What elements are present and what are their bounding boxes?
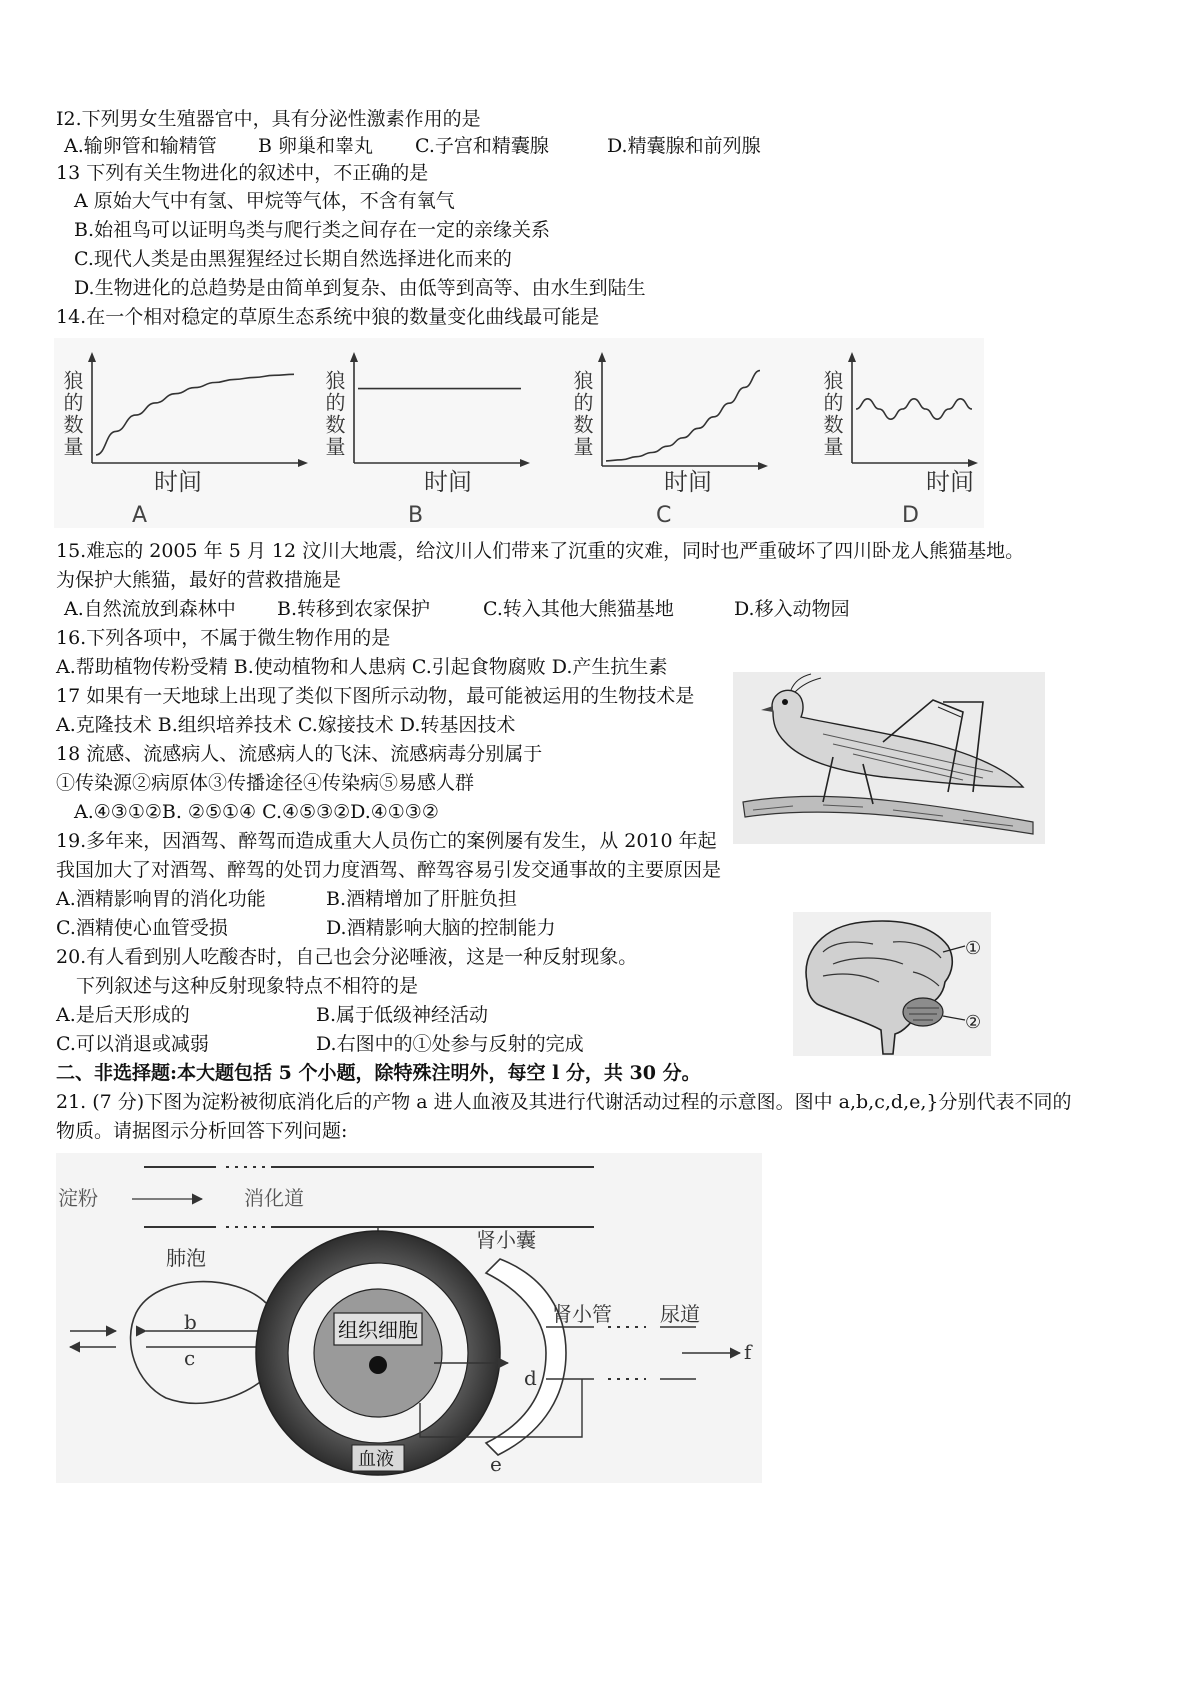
- label-renal-tubule: 肾小管: [552, 1302, 612, 1326]
- q20-line2: 下列叙述与这种反射现象特点不相符的是: [76, 975, 419, 997]
- chart-c-label: C: [656, 503, 672, 528]
- label-digestive-tract: 消化道: [244, 1186, 304, 1210]
- chart-c-xlabel: 时间: [664, 468, 712, 496]
- chart-b-ylabel: 狼的数量: [322, 370, 346, 458]
- q20-line1: 20.有人看到别人吃酸杏时，自己也会分泌唾液，这是一种反射现象。: [56, 946, 638, 968]
- q18-stem: 18 流感、流感病人、流感病人的飞沫、流感病毒分别属于: [56, 743, 543, 765]
- q18-options: A.④③①②B. ②⑤①④ C.④⑤③②D.④①③②: [74, 801, 439, 823]
- chart-d-ylabel: 狼的数量: [820, 370, 844, 458]
- q20-option-d: D.右图中的①处参与反射的完成: [316, 1033, 584, 1055]
- chart-a-label: A: [132, 503, 148, 528]
- q15-option-d: D.移入动物园: [734, 598, 850, 620]
- q13-stem: 13 下列有关生物进化的叙述中，不正确的是: [56, 162, 429, 184]
- bird-grasshopper-figure: [733, 672, 1045, 844]
- q12-stem: I2.下列男女生殖器官中，具有分泌性激素作用的是: [56, 108, 481, 130]
- q15-option-c: C.转入其他大熊猫基地: [483, 598, 674, 620]
- q18-items: ①传染源②病原体③传播途径④传染病⑤易感人群: [56, 772, 475, 794]
- brain-label-2: ②: [965, 1012, 982, 1033]
- chart-c-ylabel: 狼的数量: [570, 370, 594, 458]
- q17-options: A.克隆技术 B.组织培养技术 C.嫁接技术 D.转基因技术: [56, 714, 516, 736]
- q19-option-a: A.酒精影响胃的消化功能: [56, 888, 266, 910]
- label-urethra: 尿道: [660, 1302, 700, 1326]
- q16-stem: 16.下列各项中，不属于微生物作用的是: [56, 627, 391, 649]
- q19-option-b: B.酒精增加了肝脏负担: [326, 888, 518, 910]
- label-c: c: [184, 1346, 196, 1370]
- label-starch: 淀粉: [58, 1186, 98, 1210]
- chart-b-label: B: [408, 503, 424, 528]
- metabolism-diagram: [56, 1153, 762, 1483]
- chart-a-ylabel: 狼的数量: [60, 370, 84, 458]
- q20-option-b: B.属于低级神经活动: [316, 1004, 489, 1026]
- q13-option-c: C.现代人类是由黑猩猩经过长期自然选择进化而来的: [74, 248, 512, 270]
- brain-label-1: ①: [965, 938, 982, 959]
- q20-option-c: C.可以消退或减弱: [56, 1033, 209, 1055]
- label-blood: 血液: [358, 1449, 394, 1470]
- q12-option-d: D.精囊腺和前列腺: [607, 135, 761, 157]
- q14-stem: 14.在一个相对稳定的草原生态系统中狼的数量变化曲线最可能是: [56, 306, 600, 328]
- q15-option-b: B.转移到农家保护: [277, 598, 431, 620]
- q20-option-a: A.是后天形成的: [56, 1004, 190, 1026]
- q15-line1: 15.难忘的 2005 年 5 月 12 汶川大地震，给汶川人们带来了沉重的灾难，同时也严重破坏了四川卧龙人熊猫基地。: [56, 540, 1025, 562]
- q19-line2: 我国加大了对酒驾、醉驾的处罚力度酒驾、醉驾容易引发交通事故的主要原因是: [56, 859, 722, 881]
- label-e: e: [490, 1452, 502, 1476]
- q21-line2: 物质。请据图示分析回答下列问题:: [56, 1120, 348, 1142]
- q15-option-a: A.自然流放到森林中: [64, 598, 236, 620]
- chart-b-xlabel: 时间: [424, 468, 472, 496]
- brain-figure: [793, 912, 991, 1056]
- q17-stem: 17 如果有一天地球上出现了类似下图所示动物，最可能被运用的生物技术是: [56, 685, 695, 707]
- q12-option-c: C.子宫和精囊腺: [415, 135, 549, 157]
- q19-option-c: C.酒精使心血管受损: [56, 917, 228, 939]
- q21-line1: 21. (7 分)下图为淀粉被彻底消化后的产物 a 进人血液及其进行代谢活动过程的示意图。图中 a,b,c,d,e,}分别代表不同的: [56, 1091, 1072, 1113]
- q13-option-a: A 原始大气中有氢、甲烷等气体，不含有氧气: [74, 190, 455, 212]
- q12-option-b: B 卵巢和睾丸: [258, 135, 374, 157]
- chart-d-label: D: [902, 503, 919, 528]
- q13-option-b: B.始祖鸟可以证明鸟类与爬行类之间存在一定的亲缘关系: [74, 219, 551, 241]
- q13-option-d: D.生物进化的总趋势是由简单到复杂、由低等到高等、由水生到陆生: [74, 277, 646, 299]
- chart-d-xlabel: 时间: [926, 468, 974, 496]
- q15-line2: 为保护大熊猫，最好的营救措施是: [56, 569, 342, 591]
- label-d: d: [524, 1366, 537, 1390]
- label-f: f: [744, 1340, 752, 1364]
- label-renal-capsule: 肾小囊: [476, 1228, 536, 1252]
- q14-charts: [54, 338, 984, 528]
- chart-a-xlabel: 时间: [154, 468, 202, 496]
- section2-heading: 二、非选择题:本大题包括 5 个小题，除特殊注明外，每空 l 分，共 30 分。: [56, 1062, 701, 1084]
- label-alveolus: 肺泡: [166, 1246, 206, 1270]
- q19-line1: 19.多年来，因酒驾、醉驾而造成重大人员伤亡的案例屡有发生，从 2010 年起: [56, 830, 717, 852]
- label-tissue-cell: 组织细胞: [338, 1318, 418, 1342]
- q16-options: A.帮助植物传粉受精 B.使动植物和人患病 C.引起食物腐败 D.产生抗生素: [56, 656, 668, 678]
- q19-option-d: D.酒精影响大脑的控制能力: [326, 917, 556, 939]
- label-b: b: [184, 1310, 197, 1334]
- q12-option-a: A.输卵管和输精管: [64, 135, 217, 157]
